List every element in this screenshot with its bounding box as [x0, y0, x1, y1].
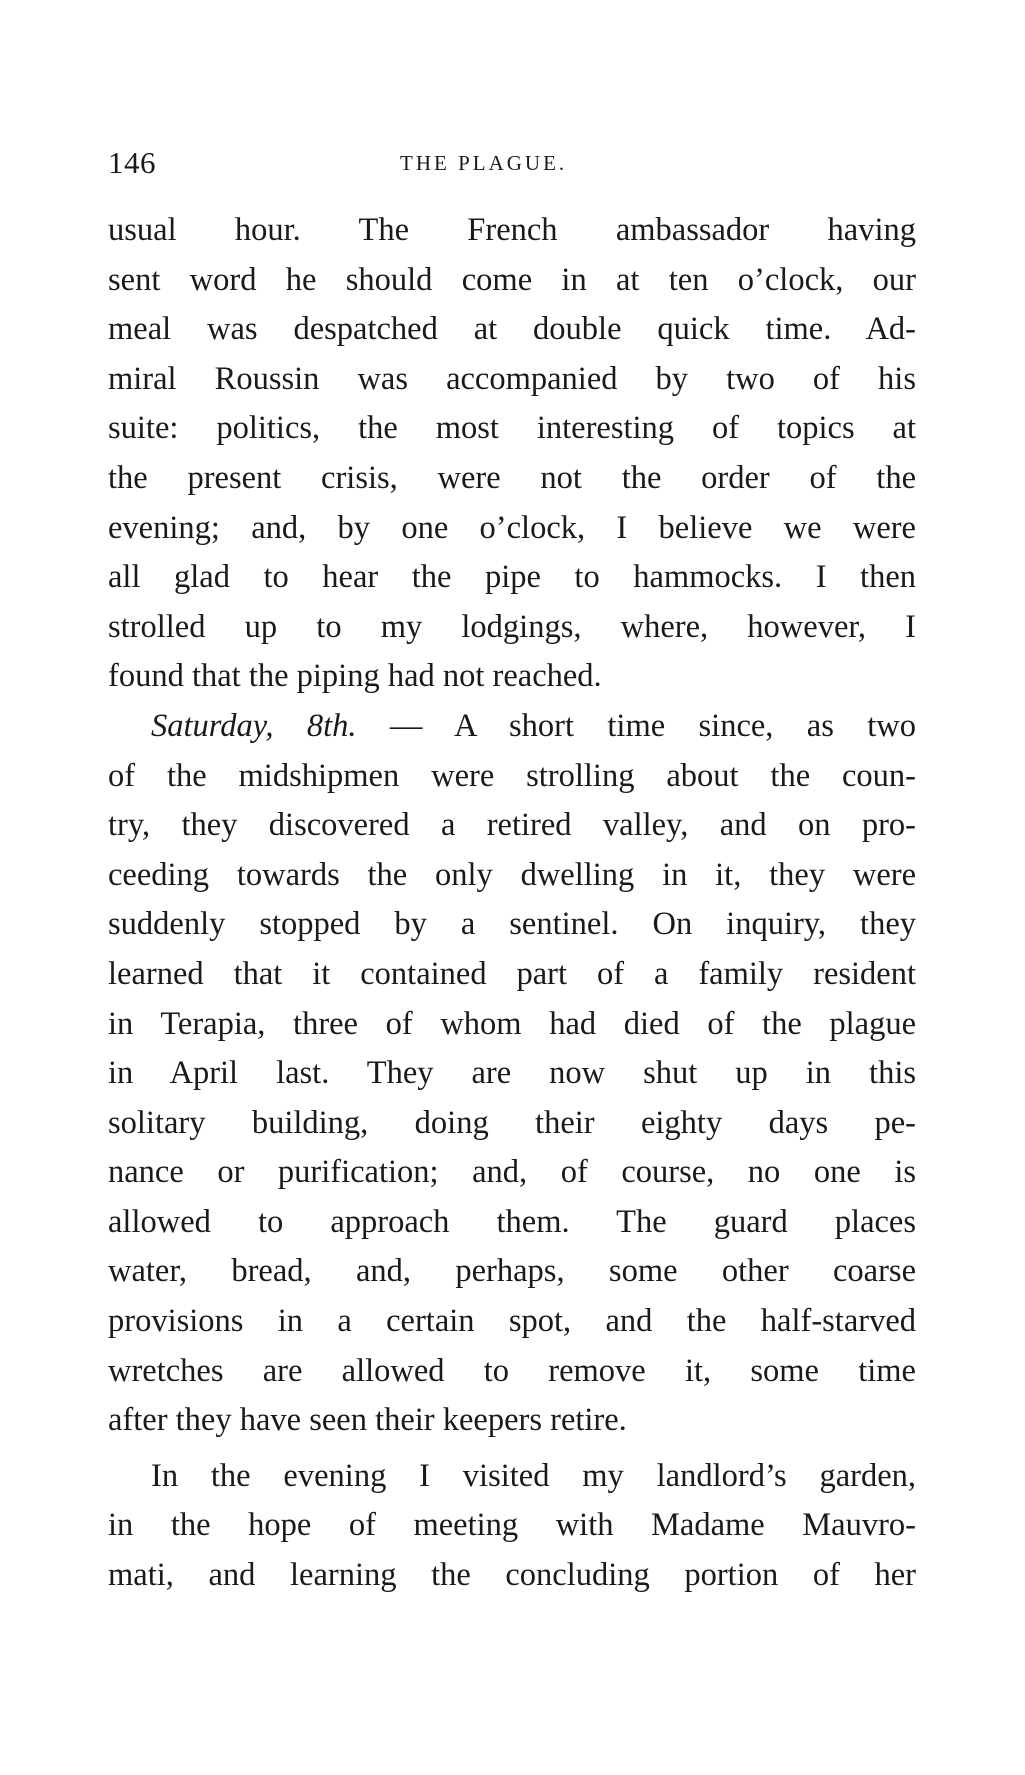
- text-line: water, bread, and, perhaps, some other coarse: [108, 1253, 916, 1290]
- text-line: suite: politics, the most interesting of topics at: [108, 410, 916, 447]
- text-line: all glad to hear the pipe to hammocks. I then: [108, 559, 916, 596]
- text-line: the present crisis, were not the order of the: [108, 459, 916, 496]
- text-line: sent word he should come in at ten o’clock, our: [108, 261, 916, 298]
- text-line: in Terapia, three of whom had died of the plague: [108, 1005, 916, 1042]
- text-line: learned that it contained part of a family resident: [108, 955, 916, 992]
- text-line: solitary building, doing their eighty days pe-: [108, 1104, 916, 1141]
- text-line: of the midshipmen were strolling about the coun-: [108, 757, 916, 794]
- body-text: [108, 206, 916, 1601]
- text-line: in April last. They are now shut up in this: [108, 1055, 916, 1092]
- text-line: ceeding towards the only dwelling in it, they were: [108, 856, 916, 893]
- page-number: 146: [108, 145, 156, 180]
- text-line: wretches are allowed to remove it, some time: [108, 1352, 916, 1389]
- text-line: after they have seen their keepers retire.: [108, 1402, 627, 1439]
- text-line: usual hour. The French ambassador having: [108, 212, 916, 248]
- text-line: [108, 702, 916, 752]
- text-line: meal was despatched at double quick time. Ad-: [108, 311, 916, 348]
- text-line: found that the piping had not reached.: [108, 658, 602, 695]
- running-head: [108, 145, 918, 185]
- text-line: try, they discovered a retired valley, and on pro-: [108, 807, 916, 844]
- date-day: Saturday,: [151, 707, 274, 744]
- text-line: In the evening I visited my landlord’s garden,: [151, 1457, 916, 1494]
- text-fragment: — A short time since, as two: [356, 707, 916, 744]
- text-line: provisions in a certain spot, and the half-starved: [108, 1303, 916, 1340]
- running-title: THE PLAGUE.: [400, 151, 568, 175]
- text-line: evening; and, by one o’clock, I believe we were: [108, 509, 916, 546]
- text-line: in the hope of meeting with Madame Mauvro-: [108, 1507, 916, 1544]
- text-line: miral Roussin was accompanied by two of his: [108, 360, 916, 397]
- text-line: allowed to approach them. The guard places: [108, 1203, 916, 1240]
- date-number: 8th.: [306, 707, 357, 744]
- text-line: nance or purification; and, of course, no one is: [108, 1154, 916, 1191]
- text-line: suddenly stopped by a sentinel. On inquiry, they: [108, 906, 916, 943]
- text-line: mati, and learning the concluding portion of her: [108, 1557, 916, 1594]
- text-line: strolled up to my lodgings, where, however, I: [108, 608, 916, 645]
